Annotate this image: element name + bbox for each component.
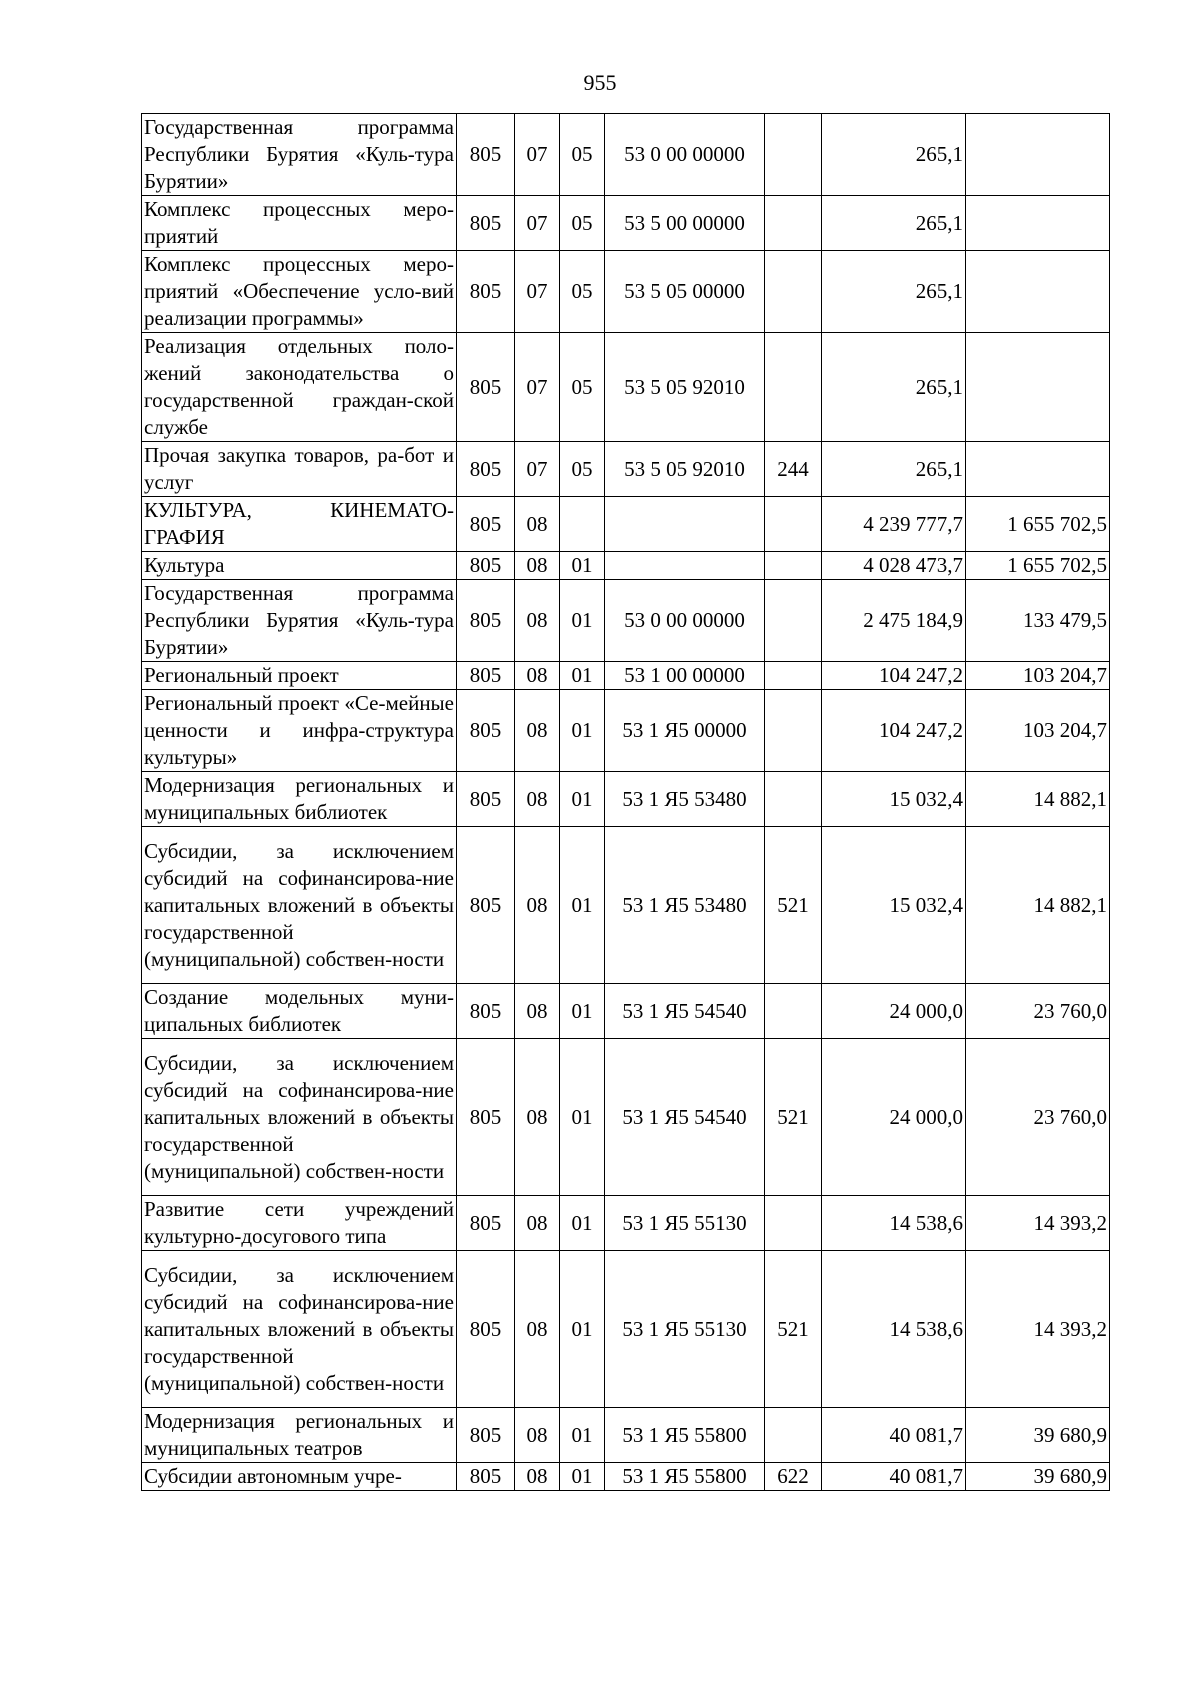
table-row bbox=[142, 1251, 1110, 1408]
amount-cell: 265,1 bbox=[822, 251, 966, 333]
row-name-cell: Модернизация региональных и муниципальных библиотек bbox=[142, 772, 457, 827]
amount-federal-cell bbox=[966, 114, 1110, 196]
amount-cell: 265,1 bbox=[822, 114, 966, 196]
row-name-cell: Комплекс процессных меро-приятий bbox=[142, 196, 457, 251]
ved-code-cell: 805 bbox=[457, 552, 515, 580]
amount-cell: 24 000,0 bbox=[822, 984, 966, 1039]
target-article-cell: 53 1 Я5 55130 bbox=[605, 1196, 765, 1251]
section-code-cell: 08 bbox=[515, 1196, 560, 1251]
amount-federal-cell: 39 680,9 bbox=[966, 1408, 1110, 1463]
amount-cell: 265,1 bbox=[822, 196, 966, 251]
expense-type-cell bbox=[765, 251, 822, 333]
amount-federal-cell: 39 680,9 bbox=[966, 1463, 1110, 1491]
target-article-cell: 53 5 05 92010 bbox=[605, 442, 765, 497]
row-name-cell: Субсидии, за исключением субсидий на софинансирова-ние капитальных вложений в объекты государственной (муниципальной) собствен-ности bbox=[142, 1039, 457, 1196]
ved-code-cell: 805 bbox=[457, 497, 515, 552]
amount-federal-cell: 14 882,1 bbox=[966, 772, 1110, 827]
target-article-cell bbox=[605, 552, 765, 580]
amount-cell: 40 081,7 bbox=[822, 1463, 966, 1491]
ved-code-cell: 805 bbox=[457, 984, 515, 1039]
row-name-cell: Государственная программа Республики Бурятия «Куль-тура Бурятии» bbox=[142, 580, 457, 662]
table-row bbox=[142, 497, 1110, 552]
expense-type-cell bbox=[765, 580, 822, 662]
section-code-cell: 08 bbox=[515, 552, 560, 580]
amount-federal-cell: 103 204,7 bbox=[966, 662, 1110, 690]
target-article-cell: 53 1 Я5 54540 bbox=[605, 1039, 765, 1196]
subsection-code-cell: 01 bbox=[560, 1196, 605, 1251]
amount-cell: 14 538,6 bbox=[822, 1196, 966, 1251]
section-code-cell: 08 bbox=[515, 1251, 560, 1408]
row-name-cell: Прочая закупка товаров, ра-бот и услуг bbox=[142, 442, 457, 497]
row-name-cell: Реализация отдельных поло-жений законодательства о государственной граждан-ской службе bbox=[142, 333, 457, 442]
expense-type-cell: 521 bbox=[765, 1039, 822, 1196]
subsection-code-cell: 01 bbox=[560, 1408, 605, 1463]
amount-cell: 40 081,7 bbox=[822, 1408, 966, 1463]
section-code-cell: 08 bbox=[515, 772, 560, 827]
amount-cell: 265,1 bbox=[822, 442, 966, 497]
amount-cell: 265,1 bbox=[822, 333, 966, 442]
page-number: 955 bbox=[583, 70, 617, 95]
amount-federal-cell: 1 655 702,5 bbox=[966, 552, 1110, 580]
target-article-cell: 53 5 00 00000 bbox=[605, 196, 765, 251]
row-name-cell: Региональный проект «Се-мейные ценности и инфра-структура культуры» bbox=[142, 690, 457, 772]
section-code-cell: 08 bbox=[515, 1463, 560, 1491]
subsection-code-cell: 01 bbox=[560, 772, 605, 827]
subsection-code-cell: 01 bbox=[560, 690, 605, 772]
subsection-code-cell bbox=[560, 497, 605, 552]
expense-type-cell: 521 bbox=[765, 1251, 822, 1408]
section-code-cell: 08 bbox=[515, 827, 560, 984]
amount-federal-cell: 14 882,1 bbox=[966, 827, 1110, 984]
target-article-cell: 53 5 05 92010 bbox=[605, 333, 765, 442]
row-name-cell: Развитие сети учреждений культурно-досугового типа bbox=[142, 1196, 457, 1251]
ved-code-cell: 805 bbox=[457, 333, 515, 442]
row-name-cell: Субсидии, за исключением субсидий на софинансирова-ние капитальных вложений в объекты государственной (муниципальной) собствен-ности bbox=[142, 1251, 457, 1408]
subsection-code-cell: 05 bbox=[560, 442, 605, 497]
amount-federal-cell bbox=[966, 333, 1110, 442]
expense-type-cell: 521 bbox=[765, 827, 822, 984]
row-name-cell: Культура bbox=[142, 552, 457, 580]
table-row bbox=[142, 251, 1110, 333]
subsection-code-cell: 01 bbox=[560, 827, 605, 984]
amount-cell: 15 032,4 bbox=[822, 772, 966, 827]
expense-type-cell bbox=[765, 196, 822, 251]
amount-cell: 24 000,0 bbox=[822, 1039, 966, 1196]
table-row bbox=[142, 552, 1110, 580]
amount-federal-cell bbox=[966, 196, 1110, 251]
subsection-code-cell: 01 bbox=[560, 1251, 605, 1408]
amount-federal-cell: 23 760,0 bbox=[966, 1039, 1110, 1196]
section-code-cell: 07 bbox=[515, 114, 560, 196]
amount-federal-cell: 1 655 702,5 bbox=[966, 497, 1110, 552]
row-name-cell: Субсидии автономным учре- bbox=[142, 1463, 457, 1491]
ved-code-cell: 805 bbox=[457, 1039, 515, 1196]
subsection-code-cell: 05 bbox=[560, 251, 605, 333]
target-article-cell: 53 1 Я5 55130 bbox=[605, 1251, 765, 1408]
amount-federal-cell: 23 760,0 bbox=[966, 984, 1110, 1039]
expense-type-cell: 244 bbox=[765, 442, 822, 497]
table-row bbox=[142, 1196, 1110, 1251]
target-article-cell bbox=[605, 497, 765, 552]
amount-cell: 4 028 473,7 bbox=[822, 552, 966, 580]
target-article-cell: 53 0 00 00000 bbox=[605, 580, 765, 662]
section-code-cell: 08 bbox=[515, 497, 560, 552]
ved-code-cell: 805 bbox=[457, 772, 515, 827]
row-name-cell: Субсидии, за исключением субсидий на софинансирова-ние капитальных вложений в объекты государственной (муниципальной) собствен-ности bbox=[142, 827, 457, 984]
row-name-cell: Модернизация региональных и муниципальных театров bbox=[142, 1408, 457, 1463]
section-code-cell: 08 bbox=[515, 1408, 560, 1463]
target-article-cell: 53 1 Я5 53480 bbox=[605, 772, 765, 827]
section-code-cell: 07 bbox=[515, 251, 560, 333]
table-body bbox=[142, 114, 1110, 1491]
target-article-cell: 53 1 Я5 55800 bbox=[605, 1408, 765, 1463]
table-row bbox=[142, 1408, 1110, 1463]
row-name-cell: Государственная программа Республики Бурятия «Куль-тура Бурятии» bbox=[142, 114, 457, 196]
target-article-cell: 53 1 00 00000 bbox=[605, 662, 765, 690]
table-row bbox=[142, 690, 1110, 772]
ved-code-cell: 805 bbox=[457, 827, 515, 984]
row-name-cell: Комплекс процессных меро-приятий «Обеспечение усло-вий реализации программы» bbox=[142, 251, 457, 333]
amount-cell: 104 247,2 bbox=[822, 690, 966, 772]
subsection-code-cell: 05 bbox=[560, 114, 605, 196]
amount-federal-cell: 103 204,7 bbox=[966, 690, 1110, 772]
amount-federal-cell bbox=[966, 442, 1110, 497]
target-article-cell: 53 1 Я5 00000 bbox=[605, 690, 765, 772]
section-code-cell: 08 bbox=[515, 1039, 560, 1196]
section-code-cell: 08 bbox=[515, 662, 560, 690]
section-code-cell: 07 bbox=[515, 442, 560, 497]
row-name-cell: Создание модельных муни-ципальных библиотек bbox=[142, 984, 457, 1039]
section-code-cell: 08 bbox=[515, 580, 560, 662]
table-row bbox=[142, 827, 1110, 984]
table-row bbox=[142, 196, 1110, 251]
ved-code-cell: 805 bbox=[457, 251, 515, 333]
row-name-cell: КУЛЬТУРА, КИНЕМАТО-ГРАФИЯ bbox=[142, 497, 457, 552]
table-row bbox=[142, 662, 1110, 690]
section-code-cell: 08 bbox=[515, 984, 560, 1039]
target-article-cell: 53 1 Я5 55800 bbox=[605, 1463, 765, 1491]
budget-table bbox=[141, 113, 1110, 1491]
ved-code-cell: 805 bbox=[457, 690, 515, 772]
ved-code-cell: 805 bbox=[457, 1196, 515, 1251]
target-article-cell: 53 1 Я5 54540 bbox=[605, 984, 765, 1039]
subsection-code-cell: 01 bbox=[560, 1463, 605, 1491]
target-article-cell: 53 0 00 00000 bbox=[605, 114, 765, 196]
amount-cell: 4 239 777,7 bbox=[822, 497, 966, 552]
section-code-cell: 07 bbox=[515, 333, 560, 442]
table-row bbox=[142, 114, 1110, 196]
subsection-code-cell: 01 bbox=[560, 552, 605, 580]
amount-federal-cell: 133 479,5 bbox=[966, 580, 1110, 662]
subsection-code-cell: 01 bbox=[560, 1039, 605, 1196]
table-row bbox=[142, 442, 1110, 497]
amount-cell: 104 247,2 bbox=[822, 662, 966, 690]
expense-type-cell bbox=[765, 552, 822, 580]
amount-federal-cell bbox=[966, 251, 1110, 333]
expense-type-cell bbox=[765, 114, 822, 196]
subsection-code-cell: 05 bbox=[560, 196, 605, 251]
subsection-code-cell: 01 bbox=[560, 984, 605, 1039]
amount-federal-cell: 14 393,2 bbox=[966, 1196, 1110, 1251]
section-code-cell: 07 bbox=[515, 196, 560, 251]
amount-federal-cell: 14 393,2 bbox=[966, 1251, 1110, 1408]
ved-code-cell: 805 bbox=[457, 196, 515, 251]
expense-type-cell bbox=[765, 662, 822, 690]
table-row bbox=[142, 984, 1110, 1039]
ved-code-cell: 805 bbox=[457, 114, 515, 196]
ved-code-cell: 805 bbox=[457, 580, 515, 662]
ved-code-cell: 805 bbox=[457, 1463, 515, 1491]
ved-code-cell: 805 bbox=[457, 1408, 515, 1463]
table-row bbox=[142, 772, 1110, 827]
ved-code-cell: 805 bbox=[457, 1251, 515, 1408]
target-article-cell: 53 1 Я5 53480 bbox=[605, 827, 765, 984]
amount-cell: 14 538,6 bbox=[822, 1251, 966, 1408]
row-name-cell: Региональный проект bbox=[142, 662, 457, 690]
expense-type-cell bbox=[765, 1408, 822, 1463]
table-row bbox=[142, 333, 1110, 442]
expense-type-cell bbox=[765, 1196, 822, 1251]
expense-type-cell bbox=[765, 772, 822, 827]
expense-type-cell bbox=[765, 497, 822, 552]
expense-type-cell bbox=[765, 690, 822, 772]
expense-type-cell: 622 bbox=[765, 1463, 822, 1491]
table-row bbox=[142, 1463, 1110, 1491]
subsection-code-cell: 05 bbox=[560, 333, 605, 442]
amount-cell: 15 032,4 bbox=[822, 827, 966, 984]
target-article-cell: 53 5 05 00000 bbox=[605, 251, 765, 333]
amount-cell: 2 475 184,9 bbox=[822, 580, 966, 662]
ved-code-cell: 805 bbox=[457, 442, 515, 497]
table-row bbox=[142, 1039, 1110, 1196]
expense-type-cell bbox=[765, 984, 822, 1039]
table-row bbox=[142, 580, 1110, 662]
expense-type-cell bbox=[765, 333, 822, 442]
section-code-cell: 08 bbox=[515, 690, 560, 772]
ved-code-cell: 805 bbox=[457, 662, 515, 690]
subsection-code-cell: 01 bbox=[560, 662, 605, 690]
subsection-code-cell: 01 bbox=[560, 580, 605, 662]
